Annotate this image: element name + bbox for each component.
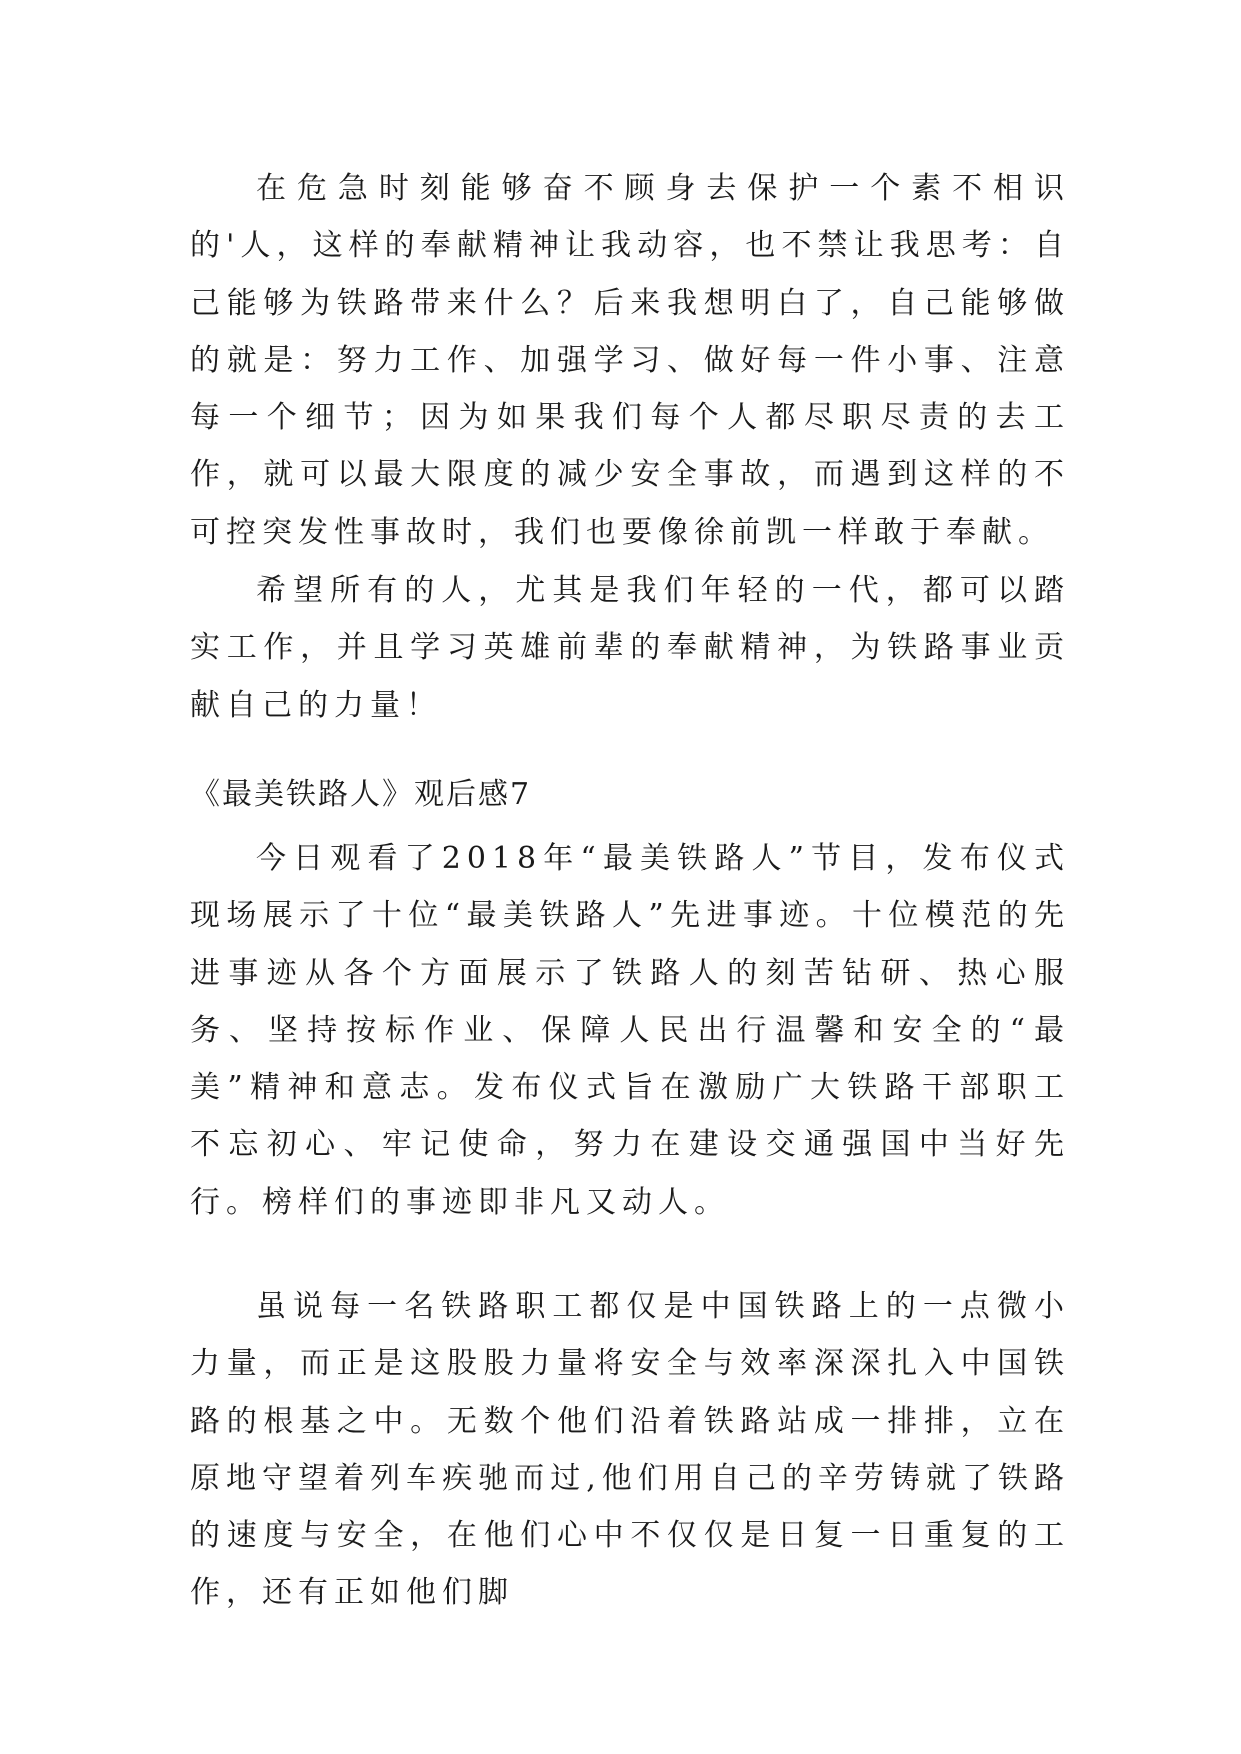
body-paragraph: 虽说每一名铁路职工都仅是中国铁路上的一点微小力量，而正是这股股力量将安全与效率深深扎入中国铁路的根基之中。无数个他们沿着铁路站成一排排，立在原地守望着列车疾驰而过,他们用自己的辛劳铸就了铁路的速度与安全，在他们心中不仅仅是日复一日重复的工作，还有正如他们脚 xyxy=(190,1289,1070,1611)
body-paragraph: 在危急时刻能够奋不顾身去保护一个素不相识的'人，这样的奉献精神让我动容，也不禁让我思考：自己能够为铁路带来什么？后来我想明白了，自己能够做的就是：努力工作、加强学习、做好每一件小事、注意每一个细节；因为如果我们每个人都尽职尽责的去工作，就可以最大限度的减少安全事故，而遇到这样的不可控突发性事故时，我们也要像徐前凯一样敢于奉献。 xyxy=(190,171,1070,550)
section-heading: 《最美铁路人》观后感7 xyxy=(190,777,532,812)
body-paragraph: 今日观看了2018年“最美铁路人”节目，发布仪式现场展示了十位“最美铁路人”先进事迹。十位模范的先进事迹从各个方面展示了铁路人的刻苦钻研、热心服务、坚持按标作业、保障人民出行温馨和安全的“最美”精神和意志。发布仪式旨在激励广大铁路干部职工不忘初心、牢记使命，努力在建设交通强国中当好先行。榜样们的事迹即非凡又动人。 xyxy=(190,841,1070,1220)
body-paragraph: 希望所有的人，尤其是我们年轻的一代，都可以踏实工作，并且学习英雄前辈的奉献精神，为铁路事业贡献自己的力量！ xyxy=(190,573,1070,723)
